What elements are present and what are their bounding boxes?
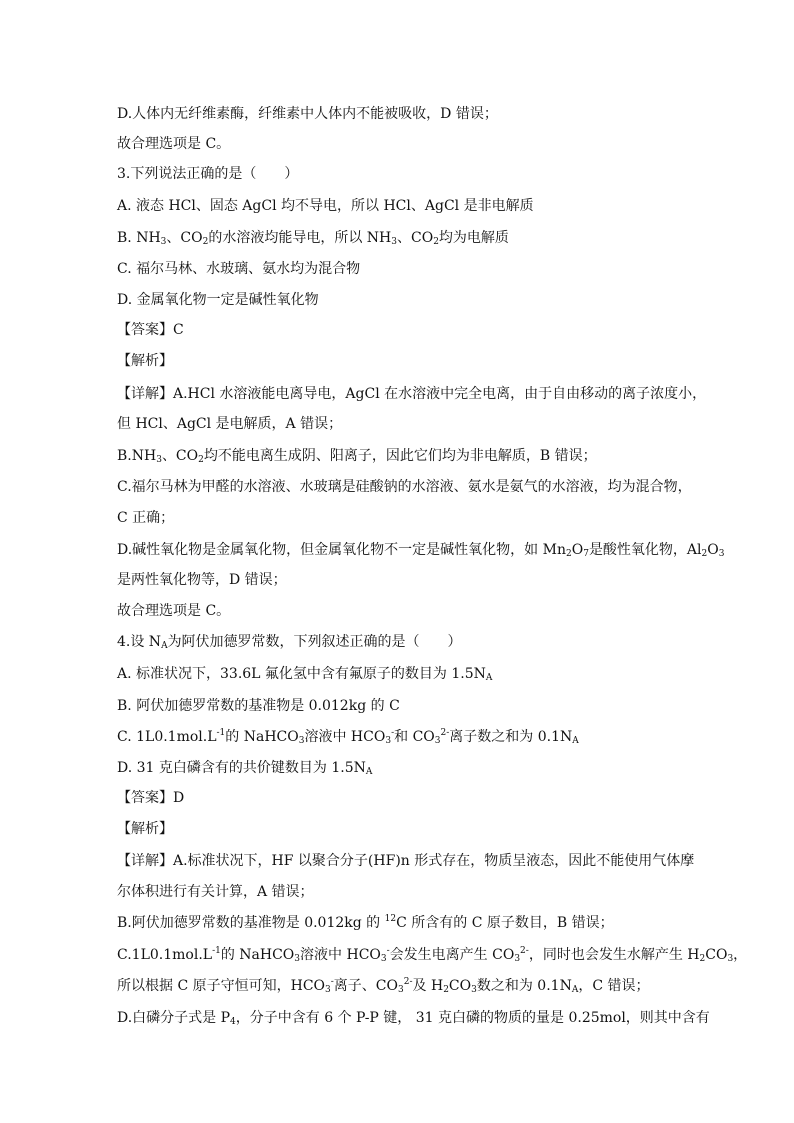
text-run: 会发生电离产生 CO xyxy=(389,947,515,963)
text-run: C. 1L0.1mol.L xyxy=(117,729,217,745)
text-line xyxy=(117,601,694,621)
text-run: 【解析】 xyxy=(117,353,173,369)
text-line xyxy=(117,290,694,310)
text-run: D. 31 克白磷含有的共价键数目为 1.5N xyxy=(117,760,366,776)
superscript: 12 xyxy=(384,914,397,924)
subscript: A xyxy=(365,767,373,777)
text-line xyxy=(117,788,694,808)
text-run: B.NH xyxy=(117,448,157,464)
text-line xyxy=(117,1008,710,1028)
superscript: - xyxy=(386,946,390,956)
text-run: 是酸性氧化物，Al xyxy=(588,542,702,558)
text-run: 溶液中 HCO xyxy=(300,947,381,963)
subscript: 3 xyxy=(718,549,725,559)
text-line xyxy=(117,819,694,839)
text-run: C 正确； xyxy=(117,510,175,526)
text-run: ， xyxy=(733,947,748,963)
text-line xyxy=(117,228,694,248)
subscript: 3 xyxy=(391,237,397,247)
text-run: 4.设 N xyxy=(117,634,162,650)
text-line xyxy=(117,945,748,965)
subscript: 3 xyxy=(385,736,392,746)
subscript: 2 xyxy=(433,237,439,247)
text-run: 、CO xyxy=(161,448,199,464)
text-run: 和 CO xyxy=(394,729,435,745)
text-run: D.白磷分子式是 P xyxy=(117,1010,231,1026)
text-run: 及 H xyxy=(412,978,444,994)
text-line xyxy=(117,320,694,340)
text-line xyxy=(117,446,694,466)
text-run: 均不能电离生成阴、阳离子，因此它们均为非电解质，B 错误； xyxy=(203,448,597,464)
text-run: 【答案】D xyxy=(117,790,185,806)
subscript: 3 xyxy=(398,985,404,995)
text-run: 的水溶液均能导电，所以 NH xyxy=(208,230,392,246)
text-line xyxy=(117,696,694,716)
text-run: 所以根据 C 原子守恒可知，HCO xyxy=(117,978,326,994)
text-line xyxy=(117,104,694,124)
text-run: A. 标准状况下，33.6L 氟化氢中含有氟原子的数目为 1.5N xyxy=(117,666,486,682)
text-run: B. 阿伏加德罗常数的基准物是 0.012kg 的 C xyxy=(117,698,400,714)
subscript: 2 xyxy=(443,985,449,995)
text-run: 尔体积进行有关计算，A 错误； xyxy=(117,884,314,900)
text-run: CO xyxy=(705,947,728,963)
text-line xyxy=(117,851,694,871)
text-run: 、CO xyxy=(166,230,203,246)
text-line xyxy=(117,164,694,184)
subscript: 2 xyxy=(198,455,204,465)
text-run: 【详解】A.HCl 水溶液能电离导电，AgCl 在水溶液中完全电离，由于自由移动的离子浓度小， xyxy=(117,386,707,402)
text-line xyxy=(117,508,694,528)
text-run: 【解析】 xyxy=(117,821,173,837)
text-run: O xyxy=(571,542,584,558)
text-run: 故合理选项是 C。 xyxy=(117,136,231,152)
text-run: 溶液中 HCO xyxy=(304,729,386,745)
subscript: 3 xyxy=(380,954,387,964)
text-run: 【答案】C xyxy=(117,322,184,338)
subscript: 3 xyxy=(727,954,734,964)
text-run: D.人体内无纤维素酶，纤维素中人体内不能被吸收，D 错误； xyxy=(117,106,498,122)
superscript: - xyxy=(391,728,395,738)
text-line xyxy=(117,570,694,590)
subscript: 4 xyxy=(230,1017,236,1027)
subscript: 3 xyxy=(156,455,162,465)
text-line xyxy=(117,384,707,404)
text-line xyxy=(117,477,694,497)
text-run: 、CO xyxy=(396,230,434,246)
text-run: 的 NaHCO xyxy=(220,947,295,963)
subscript: 3 xyxy=(471,985,477,995)
text-line xyxy=(117,727,694,747)
text-run: O xyxy=(707,542,719,558)
text-run: B.阿伏加德罗常数的基准物是 0.012kg 的 xyxy=(117,915,385,931)
text-line xyxy=(117,196,694,216)
text-run: C.1L0.1mol.L xyxy=(117,947,213,963)
text-run: 数之和为 0.1N xyxy=(476,978,572,994)
text-run: 是两性氧化物等，D 错误； xyxy=(117,572,287,588)
superscript: 2- xyxy=(403,977,413,987)
subscript: 3 xyxy=(325,985,331,995)
text-run: ，分子中含有 6 个 P-P 键， 31 克白磷的物质的量是 0.25mol，则其中含有 xyxy=(235,1010,710,1026)
text-run: C. 福尔马林、水玻璃、氨水均为混合物 xyxy=(117,261,361,277)
text-run: ，C 错误； xyxy=(578,978,650,994)
superscript: - xyxy=(330,977,334,987)
text-run: 离子数之和为 0.1N xyxy=(449,729,573,745)
superscript: -1 xyxy=(212,946,221,956)
text-run: A. 液态 HCl、固态 AgCl 均不导电，所以 HCl、AgCl 是非电解质 xyxy=(117,198,534,214)
text-run: CO xyxy=(448,978,472,994)
superscript: 2- xyxy=(440,728,450,738)
text-run: B. NH xyxy=(117,230,161,246)
subscript: 2 xyxy=(202,237,209,247)
text-line xyxy=(117,882,694,902)
subscript: A xyxy=(571,985,579,995)
text-run: 【详解】A.标准状况下，HF 以聚合分子(HF)n 形式存在，物质呈液态，因此不能使用气体摩 xyxy=(117,853,695,869)
subscript: 2 xyxy=(699,954,706,964)
subscript: 2 xyxy=(701,549,708,559)
text-run: C 所含有的 C 原子数目，B 错误； xyxy=(396,915,614,931)
text-line xyxy=(117,664,694,684)
text-line xyxy=(117,351,694,371)
text-run: 3.下列说法正确的是（ ） xyxy=(117,166,299,182)
text-line xyxy=(117,414,694,434)
subscript: A xyxy=(161,641,168,651)
subscript: 3 xyxy=(434,736,441,746)
text-line xyxy=(117,913,694,933)
subscript: 3 xyxy=(294,954,301,964)
text-run: 均为电解质 xyxy=(438,230,509,246)
text-line xyxy=(117,259,694,279)
subscript: 3 xyxy=(298,736,305,746)
subscript: A xyxy=(485,673,493,683)
text-run: C.福尔马林为甲醛的水溶液、水玻璃是硅酸钠的水溶液、氨水是氨气的水溶液，均为混合物， xyxy=(117,479,692,495)
subscript: 2 xyxy=(565,549,572,559)
text-line xyxy=(117,976,694,996)
text-run: 为阿伏加德罗常数，下列叙述正确的是（ ） xyxy=(167,634,462,650)
subscript: 3 xyxy=(160,237,167,247)
text-run: 故合理选项是 C。 xyxy=(117,603,231,619)
subscript: A xyxy=(572,736,579,746)
subscript: 7 xyxy=(583,549,589,559)
superscript: 2- xyxy=(520,946,529,956)
text-line xyxy=(117,758,694,778)
text-run: D. 金属氧化物一定是碱性氧化物 xyxy=(117,292,319,308)
superscript: -1 xyxy=(216,728,226,738)
subscript: 3 xyxy=(514,954,521,964)
text-line xyxy=(117,632,694,652)
text-run: D.碱性氧化物是金属氧化物，但金属氧化物不一定是碱性氧化物，如 Mn xyxy=(117,542,566,558)
text-line xyxy=(117,134,694,154)
text-run: 离子、CO xyxy=(333,978,398,994)
text-line xyxy=(117,540,725,560)
text-run: ，同时也会发生水解产生 H xyxy=(528,947,700,963)
text-run: 的 NaHCO xyxy=(225,729,299,745)
text-run: 但 HCl、AgCl 是电解质，A 错误； xyxy=(117,416,343,432)
